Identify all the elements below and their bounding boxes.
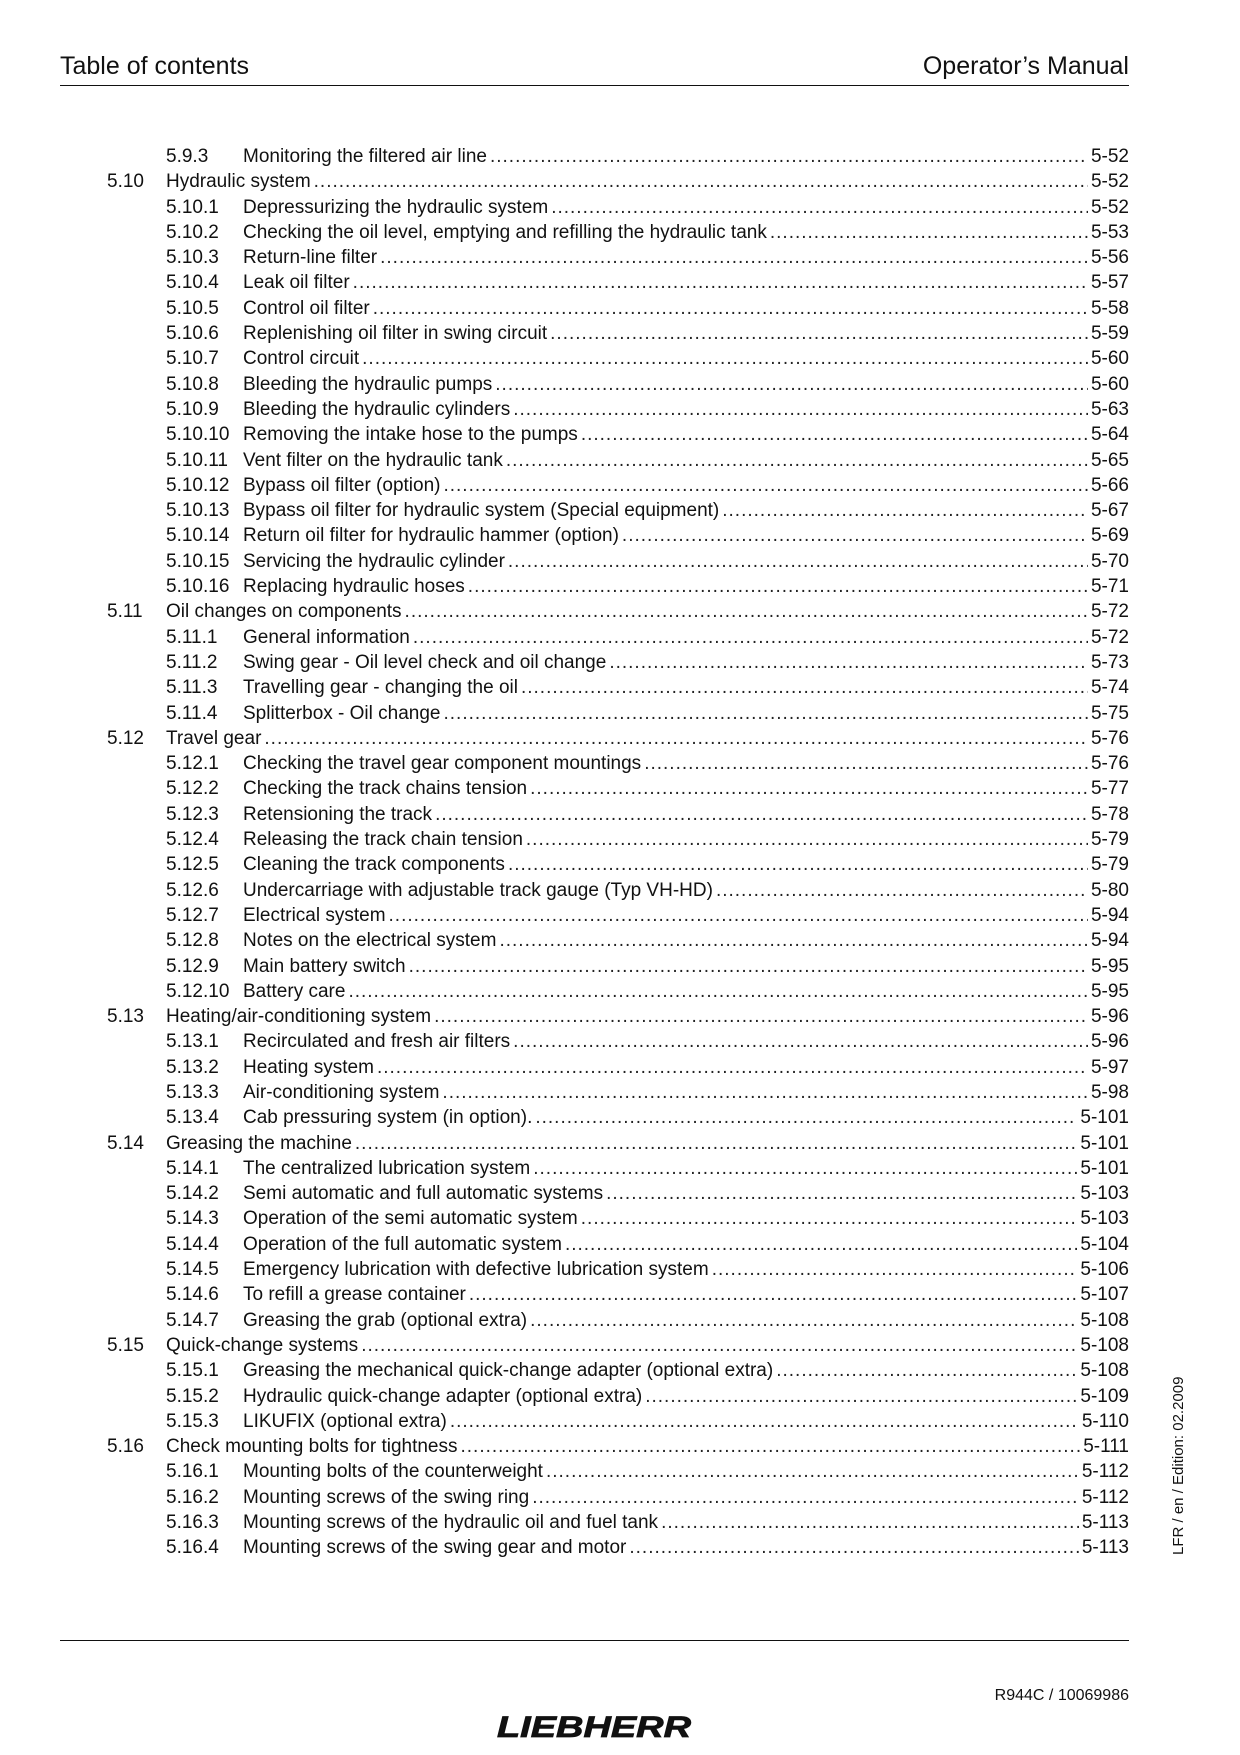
toc-entry-number: 5.11.4 [166,702,218,724]
toc-entry-title: Electrical system [243,904,386,926]
dot-leader [776,1358,1077,1383]
toc-entry-number: 5.10.12 [166,474,230,496]
dot-leader [461,1434,1081,1459]
toc-entry[interactable] [0,574,1240,599]
toc-entry-page: 5-108 [1080,1309,1129,1331]
toc-entry-page: 5-108 [1080,1360,1129,1382]
toc-entry[interactable] [0,1485,1240,1510]
toc-entry[interactable] [0,751,1240,776]
toc-entry-page: 5-71 [1090,576,1129,598]
toc-entry-title: Servicing the hydraulic cylinder [243,550,505,572]
dot-leader [565,1232,1077,1257]
toc-entry-title: Travel gear [166,727,262,749]
toc-entry[interactable] [0,448,1240,473]
toc-entry[interactable] [0,701,1240,726]
toc-entry-number: 5.11.2 [166,651,218,673]
toc-entry-title: Battery care [243,980,346,1002]
toc-entry-number: 5.12.1 [166,753,219,775]
toc-entry-page: 5-112 [1081,1461,1129,1483]
dot-leader [469,1282,1078,1307]
toc-entry[interactable] [0,1257,1240,1282]
toc-entry-number: 5.12.4 [166,829,219,851]
document-number: R944C / 10069986 [994,1687,1129,1704]
toc-entry-number: 5.10.10 [166,424,230,446]
toc-entry-number: 5.14.2 [166,1183,219,1205]
toc-entry[interactable] [0,650,1240,675]
toc-entry-page: 5-113 [1081,1512,1129,1534]
toc-entry-page: 5-56 [1090,247,1129,269]
toc-entry-title: Mounting bolts of the counterweight [243,1461,543,1483]
dot-leader [530,776,1088,801]
toc-entry-number: 5.15.2 [166,1385,219,1407]
dot-leader [661,1510,1079,1535]
toc-entry-number: 5.10.13 [166,500,230,522]
toc-entry-title: Cleaning the track components [243,854,505,876]
edition-note: LFR / en / Edition: 02.2009 [1170,1376,1187,1555]
toc-entry-page: 5-103 [1080,1183,1129,1205]
toc-entry-page: 5-76 [1090,753,1129,775]
toc-entry[interactable] [0,852,1240,877]
toc-entry-title: Releasing the track chain tension [243,829,523,851]
toc-entry-page: 5-79 [1090,829,1129,851]
toc-entry-title: Heating/air-conditioning system [166,1006,432,1028]
toc-entry[interactable] [0,802,1240,827]
toc-entry-number: 5.14.1 [166,1157,219,1179]
toc-entry-title: Vent filter on the hydraulic tank [243,449,503,471]
toc-entry-title: Cab pressuring system (in option). [243,1107,533,1129]
toc-entry-title: Bypass oil filter (option) [243,474,441,496]
toc-entry[interactable] [0,1510,1240,1535]
toc-entry-title: To refill a grease container [243,1284,466,1306]
toc-entry[interactable] [0,1105,1240,1130]
dot-leader [450,1409,1079,1434]
toc-entry-page: 5-53 [1090,221,1129,243]
dot-leader [533,1156,1077,1181]
toc-entry-title: Swing gear - Oil level check and oil change [243,651,607,673]
toc-entry-title: Quick-change systems [166,1334,359,1356]
toc-entry-title: Semi automatic and full automatic systems [243,1183,604,1205]
dot-leader [377,1055,1088,1080]
dot-leader [355,1131,1078,1156]
dot-leader [314,169,1088,194]
toc-entry[interactable] [0,372,1240,397]
dot-leader [606,1181,1077,1206]
toc-entry-title: LIKUFIX (optional extra) [243,1410,447,1432]
toc-entry-number: 5.14.7 [166,1309,219,1331]
toc-entry-page: 5-96 [1090,1031,1129,1053]
toc-entry-title: Greasing the mechanical quick-change adapter (optional extra) [243,1360,774,1382]
toc-entry-number: 5.16.1 [166,1461,219,1483]
toc-entry-page: 5-101 [1080,1107,1129,1129]
toc-entry[interactable] [0,346,1240,371]
toc-entry[interactable] [0,1029,1240,1054]
toc-entry-number: 5.10.9 [166,398,219,420]
toc-entry-title: Checking the travel gear component mountings [243,753,642,775]
dot-leader [361,1333,1077,1358]
toc-entry-page: 5-97 [1090,1056,1129,1078]
dot-leader [645,1384,1077,1409]
dot-leader [722,498,1088,523]
dot-leader [532,1485,1079,1510]
toc-entry-number: 5.9.3 [166,146,209,167]
dot-leader [373,296,1088,321]
toc-entry[interactable] [0,270,1240,295]
toc-entry-page: 5-69 [1090,525,1129,547]
toc-entry-page: 5-73 [1090,651,1129,673]
toc-entry-number: 5.16.3 [166,1512,219,1534]
dot-leader [468,574,1088,599]
toc-entry-number: 5.10.2 [166,221,219,243]
dot-leader [581,1206,1078,1231]
dot-leader [405,599,1088,624]
toc-entry[interactable] [0,144,1240,169]
toc-entry-title: General information [243,626,410,648]
toc-entry-title: Bleeding the hydraulic pumps [243,373,493,395]
toc-entry-page: 5-111 [1083,1436,1129,1458]
toc-entry[interactable] [0,549,1240,574]
dot-leader [444,701,1088,726]
toc-entry-title: Heating system [243,1056,374,1078]
toc-entry-number: 5.12.9 [166,955,219,977]
toc-entry-number: 5.10.11 [166,449,228,471]
toc-entry-page: 5-106 [1080,1259,1129,1281]
toc-entry-title: Removing the intake hose to the pumps [243,424,578,446]
toc-entry-title: Replacing hydraulic hoses [243,576,465,598]
toc-entry-number: 5.10.1 [166,196,219,218]
toc-entry-title: Replenishing oil filter in swing circuit [243,323,548,345]
toc-entry-number: 5.15 [107,1334,144,1356]
toc-entry[interactable] [0,776,1240,801]
toc-entry-page: 5-57 [1090,272,1129,294]
toc-entry-number: 5.15.1 [166,1360,219,1382]
dot-leader [442,1080,1088,1105]
toc-entry[interactable] [0,878,1240,903]
toc-entry[interactable] [0,1181,1240,1206]
toc-entry-title: The centralized lubrication system [243,1157,531,1179]
toc-entry[interactable] [0,1333,1240,1358]
manual-title: Operator’s Manual [922,52,1129,80]
toc-entry[interactable] [0,397,1240,422]
toc-entry-number: 5.12.2 [166,778,219,800]
toc-entry-page: 5-75 [1090,702,1129,724]
dot-leader [581,422,1088,447]
toc-entry-number: 5.11 [107,601,143,623]
dot-leader [629,1535,1078,1560]
toc-entry-page: 5-103 [1080,1208,1129,1230]
toc-entry-title: Retensioning the track [243,803,433,825]
toc-entry-number: 5.10.14 [166,525,230,547]
toc-entry-page: 5-60 [1090,373,1129,395]
toc-entry-number: 5.11.1 [166,626,218,648]
toc-entry-title: Greasing the machine [166,1132,352,1154]
toc-entry-page: 5-94 [1090,904,1129,926]
toc-entry-page: 5-63 [1090,398,1129,420]
toc-entry[interactable] [0,928,1240,953]
dot-leader [495,372,1088,397]
toc-entry[interactable] [0,245,1240,270]
toc-entry-title: Depressurizing the hydraulic system [243,196,549,218]
toc-entry-title: Mounting screws of the swing gear and motor [243,1537,627,1559]
dot-leader [550,321,1088,346]
dot-leader [389,903,1088,928]
toc-entry-page: 5-94 [1090,930,1129,952]
toc-entry-title: Notes on the electrical system [243,930,497,952]
toc-entry-number: 5.16.2 [166,1486,219,1508]
toc-entry[interactable] [0,1384,1240,1409]
toc-entry-number: 5.16.4 [166,1537,219,1559]
toc-entry[interactable] [0,827,1240,852]
toc-entry-number: 5.10.3 [166,247,219,269]
toc-entry[interactable] [0,1206,1240,1231]
toc-entry-page: 5-104 [1080,1233,1129,1255]
toc-entry-title: Undercarriage with adjustable track gauge (Typ VH-HD) [243,879,713,901]
toc-entry-title: Checking the track chains tension [243,778,528,800]
toc-entry-title: Travelling gear - changing the oil [243,677,518,699]
toc-entry-number: 5.13.1 [166,1031,219,1053]
toc-entry-page: 5-60 [1090,348,1129,370]
toc-entry-number: 5.13 [107,1006,144,1028]
toc-entry[interactable] [0,599,1240,624]
header-rule [60,85,1129,86]
toc-entry-title: Main battery switch [243,955,406,977]
toc-entry[interactable] [0,1131,1240,1156]
toc-entry-title: Air-conditioning system [243,1081,440,1103]
toc-entry-page: 5-110 [1081,1410,1129,1432]
toc-entry-page: 5-101 [1080,1132,1129,1154]
toc-entry-page: 5-72 [1090,601,1129,623]
toc-entry-page: 5-77 [1090,778,1129,800]
toc-entry-page: 5-95 [1090,980,1129,1002]
toc-entry-number: 5.12.5 [166,854,219,876]
dot-leader [409,954,1088,979]
toc-entry-number: 5.10 [107,171,144,193]
dot-leader [535,1105,1077,1130]
dot-leader [413,625,1088,650]
toc-entry[interactable] [0,1080,1240,1105]
toc-entry-page: 5-65 [1090,449,1129,471]
dot-leader [770,220,1088,245]
toc-entry-number: 5.10.7 [166,348,219,370]
toc-entry-title: Splitterbox - Oil change [243,702,441,724]
toc-entry-page: 5-66 [1090,474,1129,496]
dot-leader [513,397,1088,422]
toc-entry[interactable] [0,1409,1240,1434]
toc-entry-page: 5-79 [1090,854,1129,876]
dot-leader [506,448,1088,473]
toc-entry-page: 5-113 [1081,1537,1129,1559]
toc-entry[interactable] [0,422,1240,447]
toc-entry-page: 5-96 [1090,1006,1129,1028]
toc-entry-number: 5.12 [107,727,144,749]
toc-entry-number: 5.10.16 [166,576,230,598]
dot-leader [380,245,1088,270]
toc-entry-page: 5-74 [1090,677,1129,699]
dot-leader [353,270,1088,295]
dot-leader [434,1004,1088,1029]
toc-entry-number: 5.15.3 [166,1410,219,1432]
dot-leader [546,1459,1079,1484]
dot-leader [443,473,1088,498]
toc-entry[interactable] [0,903,1240,928]
toc-entry-title: Bypass oil filter for hydraulic system (Special equipment) [243,500,720,522]
toc-entry-page: 5-108 [1080,1334,1129,1356]
toc-entry-title: Mounting screws of the swing ring [243,1486,530,1508]
toc-entry-title: Checking the oil level, emptying and refilling the hydraulic tank [243,221,767,243]
toc-entry[interactable] [0,296,1240,321]
dot-leader [716,878,1088,903]
toc-entry-title: Bleeding the hydraulic cylinders [243,398,511,420]
toc-entry-number: 5.16 [107,1436,144,1458]
toc-entry-page: 5-52 [1090,171,1129,193]
toc-entry-title: Return oil filter for hydraulic hammer (option) [243,525,619,547]
toc-entry[interactable] [0,979,1240,1004]
toc-entry-title: Emergency lubrication with defective lubrication system [243,1259,709,1281]
table-of-contents [0,144,1240,1561]
toc-entry[interactable] [0,675,1240,700]
toc-entry[interactable] [0,220,1240,245]
toc-entry-page: 5-64 [1090,424,1129,446]
toc-entry[interactable] [0,169,1240,194]
toc-entry[interactable] [0,1232,1240,1257]
toc-entry-number: 5.12.3 [166,803,219,825]
toc-entry-title: Hydraulic quick-change adapter (optional extra) [243,1385,643,1407]
toc-entry-page: 5-59 [1090,323,1129,345]
toc-entry-title: Return-line filter [243,247,378,269]
toc-entry-title: Monitoring the filtered air line [243,146,487,167]
toc-entry-page: 5-101 [1080,1157,1129,1179]
toc-entry-number: 5.10.6 [166,323,219,345]
toc-entry-number: 5.13.3 [166,1081,219,1103]
footer-rule [60,1640,1129,1641]
dot-leader [264,726,1088,751]
toc-entry[interactable] [0,1459,1240,1484]
dot-leader [513,1029,1088,1054]
dot-leader [622,523,1088,548]
toc-entry[interactable] [0,726,1240,751]
toc-entry[interactable] [0,321,1240,346]
dot-leader [530,1308,1077,1333]
toc-entry[interactable] [0,473,1240,498]
toc-entry-page: 5-98 [1090,1081,1129,1103]
toc-entry[interactable] [0,1004,1240,1029]
toc-entry-title: Mounting screws of the hydraulic oil and fuel tank [243,1512,659,1534]
toc-entry-page: 5-109 [1080,1385,1129,1407]
header-title: Table of contents [60,52,250,80]
toc-entry-title: Recirculated and fresh air filters [243,1031,511,1053]
toc-entry-number: 5.14.4 [166,1233,219,1255]
dot-leader [362,346,1088,371]
dot-leader [551,195,1088,220]
toc-entry-number: 5.10.4 [166,272,219,294]
toc-entry-number: 5.12.6 [166,879,219,901]
toc-entry-page: 5-58 [1090,297,1129,319]
toc-entry[interactable] [0,498,1240,523]
toc-entry[interactable] [0,1535,1240,1560]
toc-entry-page: 5-80 [1090,879,1129,901]
toc-entry-title: Hydraulic system [166,171,311,193]
dot-leader [526,827,1088,852]
toc-entry-number: 5.12.8 [166,930,219,952]
toc-entry-page: 5-72 [1090,626,1129,648]
toc-entry[interactable] [0,1434,1240,1459]
dot-leader [508,549,1088,574]
toc-entry-number: 5.14.6 [166,1284,219,1306]
toc-entry-number: 5.10.5 [166,297,219,319]
toc-entry-page: 5-70 [1090,550,1129,572]
toc-entry[interactable] [0,195,1240,220]
toc-entry-number: 5.11.3 [166,677,218,699]
toc-entry-number: 5.10.15 [166,550,230,572]
dot-leader [499,928,1088,953]
toc-entry-number: 5.13.2 [166,1056,219,1078]
toc-entry-title: Control oil filter [243,297,370,319]
dot-leader [712,1257,1078,1282]
dot-leader [644,751,1088,776]
dot-leader [609,650,1088,675]
toc-entry-number: 5.12.7 [166,904,219,926]
toc-entry-page: 5-95 [1090,955,1129,977]
toc-entry-page: 5-78 [1090,803,1129,825]
toc-entry-title: Check mounting bolts for tightness [166,1436,458,1458]
toc-entry-page: 5-52 [1090,146,1129,167]
toc-entry[interactable] [0,625,1240,650]
toc-entry-number: 5.13.4 [166,1107,219,1129]
dot-leader [508,852,1088,877]
toc-entry[interactable] [0,954,1240,979]
toc-entry-page: 5-52 [1090,196,1129,218]
toc-entry-page: 5-76 [1090,727,1129,749]
toc-entry-title: Control circuit [243,348,360,370]
toc-entry[interactable] [0,1358,1240,1383]
dot-leader [435,802,1088,827]
toc-entry-title: Operation of the semi automatic system [243,1208,578,1230]
toc-entry-title: Leak oil filter [243,272,350,294]
toc-entry[interactable] [0,523,1240,548]
dot-leader [348,979,1088,1004]
toc-entry-title: Operation of the full automatic system [243,1233,562,1255]
liebherr-logo [496,1711,692,1741]
logo-text: LIEBHERR [497,1711,692,1741]
toc-entry[interactable] [0,1156,1240,1181]
toc-entry-title: Oil changes on components [166,601,402,623]
toc-entry[interactable] [0,1055,1240,1080]
toc-entry-page: 5-107 [1080,1284,1129,1306]
toc-entry-number: 5.14.3 [166,1208,219,1230]
dot-leader [521,675,1088,700]
toc-entry-number: 5.12.10 [166,980,230,1002]
toc-entry-number: 5.14 [107,1132,144,1154]
dot-leader [490,144,1088,169]
toc-entry[interactable] [0,1308,1240,1333]
toc-entry-number: 5.14.5 [166,1259,219,1281]
toc-entry-title: Greasing the grab (optional extra) [243,1309,528,1331]
toc-entry-page: 5-67 [1090,500,1129,522]
toc-entry[interactable] [0,1282,1240,1307]
toc-entry-number: 5.10.8 [166,373,219,395]
toc-entry-page: 5-112 [1081,1486,1129,1508]
